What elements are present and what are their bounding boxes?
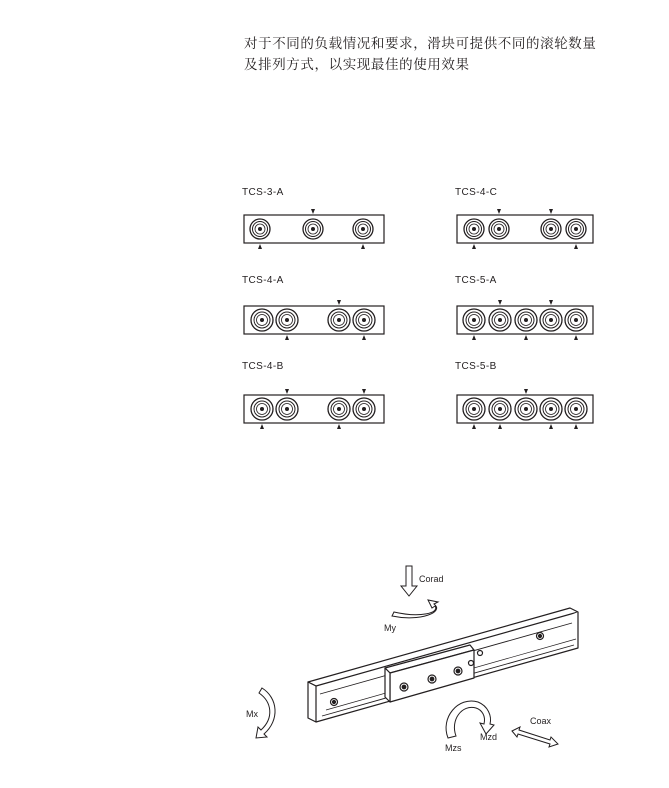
slider-tcs-4-a-drawing — [242, 288, 392, 340]
intro-line-1: 对于不同的负载情况和要求，滑块可提供不同的滚轮数量 — [244, 36, 597, 52]
roller — [464, 219, 484, 239]
roller — [515, 309, 537, 331]
roller — [489, 398, 511, 420]
load-arrow-up — [549, 209, 553, 214]
roller — [540, 309, 562, 331]
roller — [353, 398, 375, 420]
mzs-label: Mzs — [445, 743, 462, 753]
mzd-label: Mzd — [480, 732, 498, 742]
roller — [276, 309, 298, 331]
corad-label: Corad — [419, 574, 444, 584]
roller — [276, 398, 298, 420]
load-arrow-up — [497, 209, 501, 214]
variant-label: TCS-3-A — [242, 187, 284, 198]
load-arrow-down — [285, 335, 289, 340]
load-arrow-down — [362, 335, 366, 340]
load-arrow-down — [361, 244, 365, 249]
load-arrow-up — [498, 300, 502, 305]
my-arrow — [392, 600, 438, 618]
load-arrow-up — [524, 389, 528, 394]
load-arrow-down — [260, 424, 264, 429]
roller — [566, 219, 586, 239]
mx-arrow — [256, 688, 275, 738]
load-arrow-down — [472, 244, 476, 249]
roller — [463, 309, 485, 331]
variant-tcs-4-a — [242, 275, 392, 345]
corad-arrow — [401, 566, 417, 596]
roller — [565, 309, 587, 331]
load-arrow-up — [285, 389, 289, 394]
load-arrow-down — [549, 424, 553, 429]
roller — [251, 398, 273, 420]
roller — [541, 219, 561, 239]
load-arrow-down — [472, 335, 476, 340]
roller — [540, 398, 562, 420]
load-arrow-up — [362, 389, 366, 394]
load-arrow-down — [337, 424, 341, 429]
load-arrow-down — [574, 244, 578, 249]
variant-label: TCS-4-A — [242, 275, 284, 286]
roller — [251, 309, 273, 331]
load-arrow-up — [549, 300, 553, 305]
variant-label: TCS-4-C — [455, 187, 498, 198]
slider-tcs-4-c-drawing — [455, 200, 605, 250]
coax-label: Coax — [530, 716, 552, 726]
slider-tcs-5-a-drawing — [455, 288, 605, 340]
variant-label: TCS-5-A — [455, 275, 497, 286]
roller — [489, 309, 511, 331]
variant-label: TCS-5-B — [455, 361, 497, 372]
load-arrow-down — [498, 424, 502, 429]
intro-text — [244, 34, 664, 76]
mx-label: Mx — [246, 709, 258, 719]
variant-tcs-5-b — [455, 361, 605, 431]
load-arrow-down — [524, 335, 528, 340]
variant-tcs-4-b — [242, 361, 392, 431]
slider-tcs-5-b-drawing — [455, 374, 605, 436]
variant-tcs-5-a — [455, 275, 605, 345]
roller — [303, 219, 323, 239]
slider-tcs-3-a-drawing — [242, 200, 392, 250]
roller — [463, 398, 485, 420]
intro-line-2: 及排列方式，以实现最佳的使用效果 — [244, 57, 470, 73]
load-arrow-up — [311, 209, 315, 214]
variant-label: TCS-4-B — [242, 361, 284, 372]
roller — [353, 219, 373, 239]
roller — [250, 219, 270, 239]
coax-arrow — [512, 727, 558, 747]
my-label: My — [384, 623, 396, 633]
variant-tcs-3-a — [242, 187, 392, 257]
roller — [328, 398, 350, 420]
load-arrow-down — [258, 244, 262, 249]
variant-tcs-4-c — [455, 187, 605, 257]
roller — [328, 309, 350, 331]
load-arrow-down — [574, 424, 578, 429]
load-moment-diagram — [230, 560, 590, 760]
load-arrow-down — [574, 335, 578, 340]
roller — [565, 398, 587, 420]
roller — [353, 309, 375, 331]
roller — [515, 398, 537, 420]
load-arrow-down — [472, 424, 476, 429]
load-arrow-up — [337, 300, 341, 305]
slider-tcs-4-b-drawing — [242, 374, 392, 436]
roller — [489, 219, 509, 239]
